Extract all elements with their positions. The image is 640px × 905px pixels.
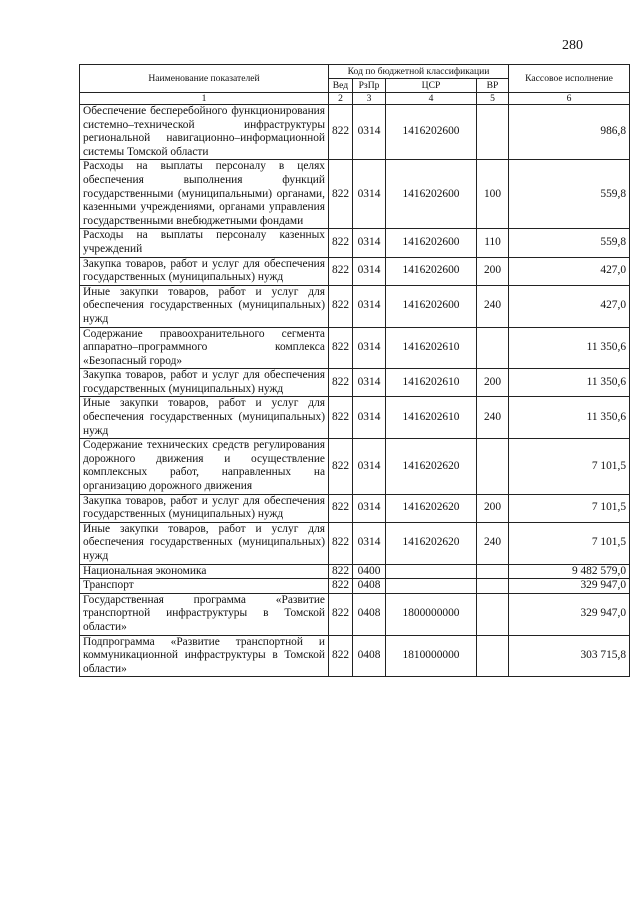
cell-amount: 559,8	[509, 229, 630, 257]
cell-ved: 822	[329, 579, 353, 594]
cell-rzpr: 0314	[353, 229, 386, 257]
cell-rzpr: 0314	[353, 369, 386, 397]
header-vr: ВР	[477, 79, 509, 93]
cell-amount: 7 101,5	[509, 494, 630, 522]
cell-csr: 1416202610	[386, 327, 477, 369]
header-name: Наименование показателей	[80, 65, 329, 93]
cell-csr: 1416202600	[386, 229, 477, 257]
cell-rzpr: 0314	[353, 257, 386, 285]
cell-name: Расходы на выплаты персоналу в целях обеспечения выполнения функций государственными (муниципальными) органами, казенными учреждениями, органами управления государственными внебюджетными фондами	[80, 160, 329, 229]
table-row	[80, 229, 630, 257]
cell-amount: 427,0	[509, 257, 630, 285]
cell-rzpr: 0408	[353, 579, 386, 594]
cell-ved: 822	[329, 564, 353, 579]
cell-ved: 822	[329, 105, 353, 160]
table-header	[80, 65, 630, 105]
cell-name: Транспорт	[80, 579, 329, 594]
cell-csr: 1416202610	[386, 369, 477, 397]
cell-csr: 1416202600	[386, 257, 477, 285]
table-row	[80, 160, 630, 229]
cell-amount: 329 947,0	[509, 579, 630, 594]
table-row	[80, 257, 630, 285]
cell-rzpr: 0314	[353, 105, 386, 160]
table-row	[80, 397, 630, 439]
cell-name: Содержание правоохранительного сегмента аппаратно–программного комплекса «Безопасный город»	[80, 327, 329, 369]
table-body	[80, 105, 630, 677]
cell-vr: 200	[477, 369, 509, 397]
cell-amount: 303 715,8	[509, 635, 630, 677]
table-row	[80, 564, 630, 579]
cell-amount: 11 350,6	[509, 397, 630, 439]
cell-name: Национальная экономика	[80, 564, 329, 579]
cell-name: Закупка товаров, работ и услуг для обеспечения государственных (муниципальных) нужд	[80, 369, 329, 397]
table-row	[80, 522, 630, 564]
cell-vr	[477, 579, 509, 594]
header-ved: Вед	[329, 79, 353, 93]
header-code-group: Код по бюджетной классификации	[329, 65, 509, 79]
cell-rzpr: 0314	[353, 439, 386, 494]
header-cash: Кассовое исполнение	[509, 65, 630, 93]
header-rzpr: РзПр	[353, 79, 386, 93]
cell-vr: 100	[477, 160, 509, 229]
cell-amount: 11 350,6	[509, 327, 630, 369]
cell-name: Иные закупки товаров, работ и услуг для обеспечения государственных (муниципальных) нужд	[80, 397, 329, 439]
cell-vr	[477, 635, 509, 677]
cell-name: Подпрограмма «Развитие транспортной и коммуникационной инфраструктуры в Томской области»	[80, 635, 329, 677]
table-row	[80, 579, 630, 594]
col-index-3: 3	[353, 93, 386, 105]
cell-ved: 822	[329, 160, 353, 229]
col-index-2: 2	[329, 93, 353, 105]
table-row	[80, 285, 630, 327]
table-row	[80, 327, 630, 369]
cell-rzpr: 0314	[353, 494, 386, 522]
cell-name: Содержание технических средств регулирования дорожного движения и осуществление комплексных работ, направленных на организацию дорожного движения	[80, 439, 329, 494]
cell-name: Закупка товаров, работ и услуг для обеспечения государственных (муниципальных) нужд	[80, 494, 329, 522]
col-index-1: 1	[80, 93, 329, 105]
cell-csr: 1416202610	[386, 397, 477, 439]
cell-ved: 822	[329, 285, 353, 327]
col-index-4: 4	[386, 93, 477, 105]
table-row	[80, 105, 630, 160]
cell-ved: 822	[329, 635, 353, 677]
cell-ved: 822	[329, 369, 353, 397]
table-row	[80, 369, 630, 397]
cell-ved: 822	[329, 397, 353, 439]
budget-table	[79, 64, 630, 677]
cell-vr	[477, 564, 509, 579]
cell-ved: 822	[329, 257, 353, 285]
cell-vr	[477, 593, 509, 635]
cell-ved: 822	[329, 494, 353, 522]
cell-vr: 200	[477, 494, 509, 522]
cell-csr: 1416202600	[386, 285, 477, 327]
cell-csr: 1800000000	[386, 593, 477, 635]
col-index-6: 6	[509, 93, 630, 105]
cell-amount: 559,8	[509, 160, 630, 229]
cell-rzpr: 0400	[353, 564, 386, 579]
cell-amount: 329 947,0	[509, 593, 630, 635]
cell-csr: 1416202620	[386, 494, 477, 522]
col-index-5: 5	[477, 93, 509, 105]
cell-rzpr: 0314	[353, 397, 386, 439]
cell-amount: 11 350,6	[509, 369, 630, 397]
cell-vr: 240	[477, 522, 509, 564]
cell-csr: 1416202620	[386, 522, 477, 564]
cell-vr: 240	[477, 397, 509, 439]
cell-rzpr: 0408	[353, 593, 386, 635]
cell-name: Иные закупки товаров, работ и услуг для обеспечения государственных (муниципальных) нужд	[80, 285, 329, 327]
cell-ved: 822	[329, 229, 353, 257]
cell-vr: 200	[477, 257, 509, 285]
cell-name: Иные закупки товаров, работ и услуг для обеспечения государственных (муниципальных) нужд	[80, 522, 329, 564]
cell-amount: 7 101,5	[509, 522, 630, 564]
table-row	[80, 593, 630, 635]
cell-vr: 240	[477, 285, 509, 327]
cell-csr: 1416202620	[386, 439, 477, 494]
cell-csr: 1416202600	[386, 160, 477, 229]
cell-rzpr: 0314	[353, 327, 386, 369]
cell-rzpr: 0314	[353, 522, 386, 564]
column-index-row	[80, 93, 630, 105]
cell-ved: 822	[329, 593, 353, 635]
page-number: 280	[562, 38, 583, 53]
cell-amount: 986,8	[509, 105, 630, 160]
table-row	[80, 439, 630, 494]
cell-amount: 9 482 579,0	[509, 564, 630, 579]
cell-csr: 1416202600	[386, 105, 477, 160]
cell-amount: 427,0	[509, 285, 630, 327]
cell-rzpr: 0408	[353, 635, 386, 677]
cell-name: Расходы на выплаты персоналу казенных учреждений	[80, 229, 329, 257]
cell-name: Государственная программа «Развитие транспортной инфраструктуры в Томской области»	[80, 593, 329, 635]
cell-ved: 822	[329, 439, 353, 494]
cell-name: Обеспечение бесперебойного функционирования системно–технической инфраструктуры региональной навигационно–информационной системы Томской области	[80, 105, 329, 160]
cell-ved: 822	[329, 522, 353, 564]
cell-rzpr: 0314	[353, 285, 386, 327]
cell-csr	[386, 564, 477, 579]
cell-csr	[386, 579, 477, 594]
cell-csr: 1810000000	[386, 635, 477, 677]
cell-amount: 7 101,5	[509, 439, 630, 494]
cell-rzpr: 0314	[353, 160, 386, 229]
cell-name: Закупка товаров, работ и услуг для обеспечения государственных (муниципальных) нужд	[80, 257, 329, 285]
cell-vr	[477, 439, 509, 494]
table-row	[80, 635, 630, 677]
cell-vr	[477, 105, 509, 160]
cell-vr	[477, 327, 509, 369]
cell-ved: 822	[329, 327, 353, 369]
header-csr: ЦСР	[386, 79, 477, 93]
table-row	[80, 494, 630, 522]
cell-vr: 110	[477, 229, 509, 257]
